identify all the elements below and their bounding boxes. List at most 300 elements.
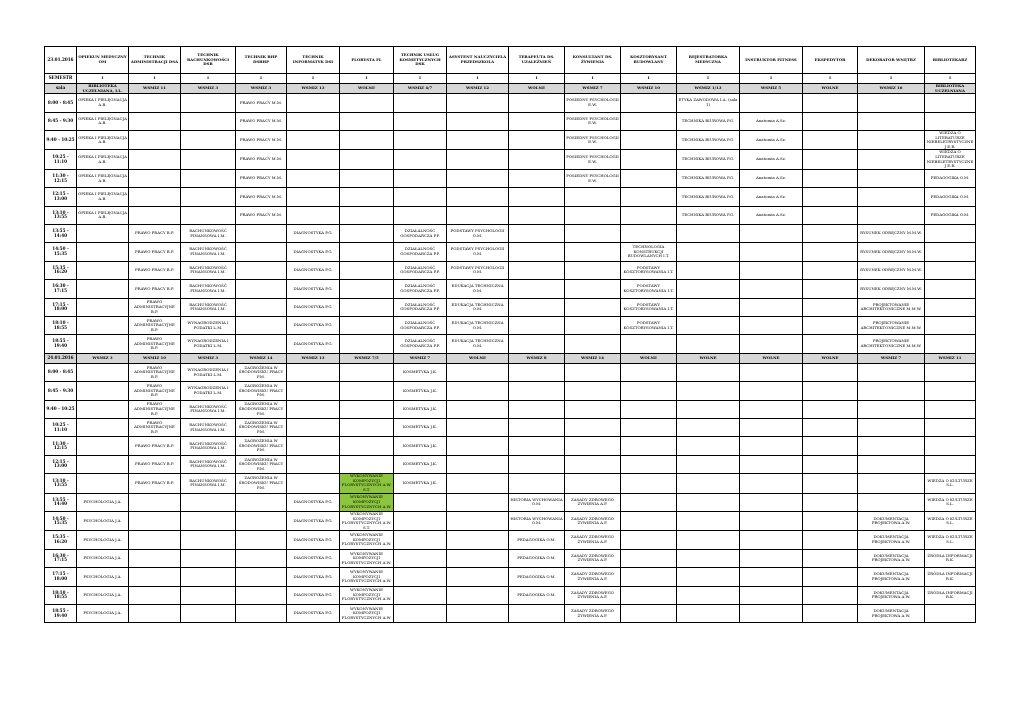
schedule-cell xyxy=(509,150,565,169)
schedule-cell: EDUKACJA TECHNICZNA O.M. xyxy=(447,316,509,334)
schedule-cell xyxy=(129,493,181,511)
schedule-cell: WSMIZ 11 xyxy=(129,84,181,94)
schedule-cell xyxy=(77,437,129,455)
schedule-cell: WSMIZ 12 xyxy=(447,84,509,94)
row-label-cell: 11:30 - 12:15 xyxy=(45,169,77,187)
schedule-cell: TECHNIK RACHUNKOWOŚCI DSR xyxy=(181,47,236,74)
schedule-cell: DIAGNOSTYKA P.G. xyxy=(287,511,340,530)
schedule-cell: Anatomia A.Sz. xyxy=(740,131,803,150)
schedule-cell xyxy=(340,437,394,455)
row-label-cell: 15:35 - 16:20 xyxy=(45,531,77,549)
time-slot-row xyxy=(45,335,976,353)
schedule-cell: DIAGNOSTYKA P.G. xyxy=(287,604,340,622)
schedule-cell: TECHNOLOGIA KONSTRUKCJI BUDOWLANYCH I.T. xyxy=(621,243,677,261)
schedule-cell: WIEDZA O KULTURZE S.L. xyxy=(925,531,976,549)
schedule-cell: DIAGNOSTYKA P.G. xyxy=(287,568,340,586)
schedule-cell xyxy=(77,382,129,400)
row-label-cell: 8:45 - 9:30 xyxy=(45,382,77,400)
schedule-cell: I xyxy=(509,74,565,84)
schedule-cell xyxy=(181,604,236,622)
schedule-cell xyxy=(677,243,740,261)
row-label-cell: 17:15 - 18:00 xyxy=(45,568,77,586)
schedule-cell: TECHNIKA BIUROWA P.G. xyxy=(677,188,740,206)
schedule-cell: RACHUNKOWOŚĆ FINANSOWA I.M. xyxy=(181,243,236,261)
schedule-cell xyxy=(925,437,976,455)
schedule-cell xyxy=(925,112,976,130)
schedule-cell xyxy=(394,188,447,206)
schedule-cell xyxy=(740,94,803,112)
row-label-cell: 9:40 - 10:25 xyxy=(45,400,77,418)
schedule-cell xyxy=(77,261,129,279)
schedule-cell: RYSUNEK ODRĘCZNY M.M.W. xyxy=(858,225,925,243)
time-slot-row xyxy=(45,363,976,381)
schedule-cell: PRAWO PRACY B.P. xyxy=(129,243,181,261)
schedule-cell xyxy=(565,474,621,493)
schedule-cell: WYKONYWANIE KOMPOZYCJI FLORYSTYCZNYCH A.W. xyxy=(340,531,394,549)
schedule-cell xyxy=(621,549,677,567)
row-label-cell: 11:30 - 12:15 xyxy=(45,437,77,455)
schedule-cell: BIBLIOTEKARZ xyxy=(925,47,976,74)
schedule-cell xyxy=(621,112,677,130)
schedule-cell: WYKONYWANIE KOMPOZYCJI FLORYSTYCZNYCH A.W. xyxy=(340,549,394,567)
schedule-cell: PEDAGOGIKA O.M. xyxy=(509,568,565,586)
schedule-cell: EDUKACJA TECHNICZNA O.M. xyxy=(447,298,509,316)
schedule-cell: DOKUMENTACJA PROJEKTOWA A.W. xyxy=(858,604,925,622)
schedule-cell xyxy=(621,511,677,530)
schedule-cell xyxy=(621,493,677,511)
schedule-cell: I xyxy=(340,74,394,84)
schedule-cell: PODSTAWY KOSZTORYSOWANIA I.T. xyxy=(621,298,677,316)
schedule-cell: I xyxy=(287,74,340,84)
schedule-cell xyxy=(565,316,621,334)
schedule-cell xyxy=(287,188,340,206)
schedule-sheet xyxy=(44,46,976,623)
schedule-cell: WOLNE xyxy=(340,84,394,94)
schedule-cell xyxy=(394,131,447,150)
schedule-cell: OPIEKA I PIELĘGNACJA A.B. xyxy=(77,188,129,206)
schedule-cell xyxy=(858,382,925,400)
row-label-cell: 24.01.2016 xyxy=(45,353,77,363)
schedule-cell: DZIAŁALNOŚĆ GOSPODARCZA P.P. xyxy=(394,280,447,298)
schedule-cell xyxy=(858,400,925,418)
schedule-cell: RYSUNEK ODRĘCZNY M.M.W. xyxy=(858,261,925,279)
time-slot-row xyxy=(45,493,976,511)
time-slot-row xyxy=(45,531,976,549)
schedule-cell: ZAGROŻENIA W ŚRODOWISKU PRACY P.M. xyxy=(236,363,287,381)
row-label-cell: 23.01.2016 xyxy=(45,47,77,74)
row-label-cell: 17:15 - 18:00 xyxy=(45,298,77,316)
schedule-cell xyxy=(858,419,925,437)
schedule-cell: EDUKACJA TECHNICZNA O.M. xyxy=(447,280,509,298)
schedule-cell: I xyxy=(447,74,509,84)
schedule-cell xyxy=(77,419,129,437)
schedule-cell: INSTRUKTOR FITNESS xyxy=(740,47,803,74)
schedule-cell xyxy=(181,531,236,549)
schedule-cell xyxy=(858,169,925,187)
schedule-cell xyxy=(858,455,925,473)
schedule-cell: I xyxy=(394,74,447,84)
schedule-cell: PEDAGOGIKA O.M. xyxy=(509,531,565,549)
schedule-cell xyxy=(509,131,565,150)
schedule-cell xyxy=(925,335,976,353)
row-label-cell: 12:15 - 13:00 xyxy=(45,455,77,473)
schedule-cell xyxy=(509,400,565,418)
time-slot-row xyxy=(45,474,976,493)
schedule-cell xyxy=(803,568,858,586)
schedule-cell: PODSTAWY PSYCHOLOGII O.M. xyxy=(447,243,509,261)
time-slot-row xyxy=(45,261,976,279)
schedule-cell xyxy=(447,382,509,400)
schedule-cell: RACHUNKOWOŚĆ FINANSOWA I.M. xyxy=(181,261,236,279)
day-header-row xyxy=(45,47,976,74)
schedule-cell xyxy=(803,188,858,206)
schedule-cell: PEDAGOGIKA O.M. xyxy=(509,549,565,567)
schedule-cell xyxy=(740,261,803,279)
time-slot-row xyxy=(45,131,976,150)
schedule-cell xyxy=(287,363,340,381)
schedule-cell: TECHNIKA BIUROWA P.G. xyxy=(677,169,740,187)
schedule-cell xyxy=(621,474,677,493)
schedule-cell xyxy=(621,169,677,187)
schedule-cell: POSIEDNY PSYCHOLOGII E.W. xyxy=(565,112,621,130)
schedule-cell xyxy=(129,150,181,169)
schedule-cell xyxy=(287,382,340,400)
schedule-cell: DZIAŁALNOŚĆ GOSPODARCZA P.P. xyxy=(394,261,447,279)
schedule-cell xyxy=(77,298,129,316)
schedule-cell xyxy=(740,549,803,567)
schedule-cell xyxy=(340,335,394,353)
schedule-cell: I xyxy=(858,74,925,84)
schedule-cell: DZIAŁALNOŚĆ GOSPODARCZA P.P. xyxy=(394,243,447,261)
schedule-cell: WYKONYWANIE KOMPOZYCJI FLORYSTYCZNYCH A.W. xyxy=(340,604,394,622)
schedule-cell xyxy=(740,400,803,418)
schedule-cell: RACHUNKOWOŚĆ FINANSOWA I.M. xyxy=(181,280,236,298)
row-label-cell: 8:45 - 9:30 xyxy=(45,112,77,130)
row-label-cell: 14:50 - 15:35 xyxy=(45,243,77,261)
schedule-cell: WYKONYWANIE KOMPOZYCJI FLORYSTYCZNYCH A.W. xyxy=(340,493,394,511)
schedule-cell: EDUKACJA TECHNICZNA O.M. xyxy=(447,335,509,353)
schedule-cell: WSMIZ 14 xyxy=(236,353,287,363)
time-slot-row xyxy=(45,298,976,316)
schedule-cell xyxy=(340,298,394,316)
schedule-cell: PRAWO PRACY M.M. xyxy=(236,206,287,224)
schedule-cell: RACHUNKOWOŚĆ FINANSOWA I.M. xyxy=(181,455,236,473)
schedule-cell: ŹRÓDŁA INFORMACJI R.K. xyxy=(925,549,976,567)
row-label-cell: 18:10 - 18:55 xyxy=(45,586,77,604)
schedule-cell xyxy=(621,206,677,224)
schedule-cell xyxy=(509,455,565,473)
schedule-cell: PODSTAWY KOSZTORYSOWANIA I.T. xyxy=(621,261,677,279)
schedule-cell: DIAGNOSTYKA P.G. xyxy=(287,493,340,511)
schedule-cell xyxy=(509,335,565,353)
schedule-cell xyxy=(77,400,129,418)
schedule-cell xyxy=(803,316,858,334)
schedule-cell xyxy=(509,474,565,493)
schedule-cell xyxy=(287,94,340,112)
schedule-cell xyxy=(621,94,677,112)
row-label-cell: 8:00 - 8:45 xyxy=(45,94,77,112)
schedule-cell xyxy=(287,474,340,493)
schedule-cell: Anatomia A.Sz. xyxy=(740,112,803,130)
schedule-cell: Anatomia A.Sz. xyxy=(740,150,803,169)
schedule-cell xyxy=(236,243,287,261)
schedule-cell xyxy=(925,298,976,316)
schedule-cell xyxy=(740,604,803,622)
schedule-cell: OPIEKUN MEDYCZNY OM xyxy=(77,47,129,74)
row-label-cell: 15:35 - 16:20 xyxy=(45,261,77,279)
schedule-cell xyxy=(925,316,976,334)
schedule-cell xyxy=(509,363,565,381)
schedule-cell: PRAWO ADMINISTRACYJNE B.P. xyxy=(129,382,181,400)
schedule-cell xyxy=(394,150,447,169)
schedule-cell xyxy=(129,604,181,622)
schedule-cell xyxy=(394,94,447,112)
schedule-cell xyxy=(803,112,858,130)
schedule-cell: PRAWO PRACY M.M. xyxy=(236,94,287,112)
schedule-cell xyxy=(394,169,447,187)
schedule-cell xyxy=(340,455,394,473)
schedule-cell xyxy=(565,225,621,243)
schedule-cell: PROJEKTOWANIE ARCHITEKTONICZNE M.M.W. xyxy=(858,298,925,316)
schedule-cell xyxy=(621,150,677,169)
schedule-cell xyxy=(129,188,181,206)
schedule-cell xyxy=(129,169,181,187)
schedule-cell xyxy=(181,568,236,586)
schedule-cell xyxy=(858,493,925,511)
schedule-cell: ASYSTENT NAUCZYCIELA PRZEDSZKOLA xyxy=(447,47,509,74)
schedule-cell xyxy=(803,474,858,493)
schedule-cell xyxy=(740,298,803,316)
schedule-cell: WOLNE xyxy=(740,353,803,363)
schedule-cell: WYKONYWANIE KOMPOZYCJI FLORYSTYCZNYCH A.W. S.T. xyxy=(340,511,394,530)
schedule-cell xyxy=(77,455,129,473)
schedule-cell xyxy=(677,316,740,334)
schedule-cell xyxy=(340,150,394,169)
schedule-cell xyxy=(803,437,858,455)
schedule-cell: WSMIZ 7 xyxy=(565,84,621,94)
schedule-cell: PRAWO ADMINISTRACYJNE B.P. xyxy=(129,298,181,316)
schedule-cell xyxy=(677,335,740,353)
schedule-cell xyxy=(509,188,565,206)
schedule-cell: ZASADY ZDROWEGO ŻYWIENIA A.F. xyxy=(565,586,621,604)
schedule-cell xyxy=(509,243,565,261)
schedule-cell xyxy=(621,188,677,206)
schedule-cell: DIAGNOSTYKA P.G. xyxy=(287,549,340,567)
schedule-cell xyxy=(803,261,858,279)
schedule-cell xyxy=(740,225,803,243)
schedule-cell xyxy=(740,437,803,455)
schedule-cell xyxy=(236,568,287,586)
schedule-cell xyxy=(740,531,803,549)
schedule-cell: PEDAGOGIKA O.M. xyxy=(925,169,976,187)
schedule-cell xyxy=(181,188,236,206)
schedule-cell: WSMIZ 3 xyxy=(77,353,129,363)
schedule-cell: RACHUNKOWOŚĆ FINANSOWA I.M. xyxy=(181,225,236,243)
schedule-cell xyxy=(565,298,621,316)
row-label-cell: 13:10 - 13:55 xyxy=(45,474,77,493)
schedule-cell: TECHNIKA BIUROWA P.G. xyxy=(677,112,740,130)
schedule-cell xyxy=(677,568,740,586)
time-slot-row xyxy=(45,280,976,298)
schedule-cell xyxy=(677,549,740,567)
schedule-cell: PRAWO PRACY M.M. xyxy=(236,112,287,130)
schedule-cell: TECHNIKA BIUROWA P.G. xyxy=(677,150,740,169)
schedule-cell xyxy=(181,206,236,224)
schedule-cell xyxy=(565,400,621,418)
schedule-cell xyxy=(565,261,621,279)
schedule-cell xyxy=(565,455,621,473)
schedule-cell: WSMIZ 5 xyxy=(740,84,803,94)
schedule-cell xyxy=(740,363,803,381)
schedule-cell xyxy=(677,280,740,298)
schedule-cell xyxy=(565,437,621,455)
schedule-cell: I xyxy=(565,74,621,84)
schedule-cell xyxy=(394,604,447,622)
schedule-cell xyxy=(181,112,236,130)
schedule-cell xyxy=(509,280,565,298)
schedule-cell xyxy=(677,225,740,243)
schedule-cell xyxy=(803,493,858,511)
time-slot-row xyxy=(45,455,976,473)
schedule-cell: PODSTAWY KOSZTORYSOWANIA I.T. xyxy=(621,280,677,298)
schedule-cell xyxy=(447,419,509,437)
schedule-cell: WYNAGRODZENIA I PODATKI L.M. xyxy=(181,382,236,400)
schedule-cell xyxy=(509,94,565,112)
schedule-cell xyxy=(740,335,803,353)
time-slot-row xyxy=(45,400,976,418)
schedule-cell: DZIAŁALNOŚĆ GOSPODARCZA P.P. xyxy=(394,335,447,353)
schedule-cell xyxy=(803,206,858,224)
schedule-cell xyxy=(509,225,565,243)
schedule-cell: DIAGNOSTYKA P.G. xyxy=(287,280,340,298)
schedule-cell: DIAGNOSTYKA P.G. xyxy=(287,225,340,243)
schedule-cell: ZASADY ZDROWEGO ŻYWIENIA A.F. xyxy=(565,604,621,622)
schedule-cell xyxy=(677,474,740,493)
row-label-cell: 16:30 - 17:15 xyxy=(45,549,77,567)
schedule-cell: DOKUMENTACJA PROJEKTOWA A.W. xyxy=(858,549,925,567)
schedule-cell xyxy=(803,150,858,169)
schedule-cell: ZAGROŻENIA W ŚRODOWISKU PRACY P.M. xyxy=(236,474,287,493)
schedule-cell xyxy=(677,400,740,418)
schedule-cell: BIBLIOTEKA UCZELNIANA, I.L. xyxy=(77,84,129,94)
schedule-cell: PSYCHOLOGIA J.A. xyxy=(77,586,129,604)
schedule-cell xyxy=(803,419,858,437)
schedule-cell xyxy=(858,363,925,381)
schedule-cell: ZASADY ZDROWEGO ŻYWIENIA A.F. xyxy=(565,511,621,530)
schedule-cell xyxy=(447,549,509,567)
schedule-cell xyxy=(740,493,803,511)
schedule-cell: PODSTAWY KOSZTORYSOWANIA I.T. xyxy=(621,316,677,334)
schedule-cell xyxy=(621,382,677,400)
schedule-cell: Anatomia A.Sz. xyxy=(740,188,803,206)
schedule-cell xyxy=(447,112,509,130)
schedule-cell: DZIAŁALNOŚĆ GOSPODARCZA P.P. xyxy=(394,316,447,334)
schedule-cell xyxy=(677,493,740,511)
schedule-cell xyxy=(447,568,509,586)
row-label-cell: 8:00 - 8:45 xyxy=(45,363,77,381)
schedule-cell xyxy=(394,549,447,567)
schedule-cell xyxy=(925,261,976,279)
schedule-cell: WIEDZA O KULTURZE S.L. xyxy=(925,511,976,530)
schedule-cell: DOKUMENTACJA PROJEKTOWA A.W. xyxy=(858,531,925,549)
day-header-row xyxy=(45,353,976,363)
schedule-cell xyxy=(740,243,803,261)
schedule-cell xyxy=(447,511,509,530)
schedule-cell: TECHNIK USŁUG KOSMETYCZNYCH DSK xyxy=(394,47,447,74)
schedule-cell: RACHUNKOWOŚĆ FINANSOWA I.M. xyxy=(181,419,236,437)
schedule-cell xyxy=(509,437,565,455)
schedule-cell xyxy=(340,400,394,418)
schedule-cell: WSMIZ 8 xyxy=(509,353,565,363)
schedule-cell: OPIEKA I PIELĘGNACJA A.B. xyxy=(77,131,129,150)
schedule-cell: RYSUNEK ODRĘCZNY M.M.W. xyxy=(858,243,925,261)
schedule-cell xyxy=(287,169,340,187)
schedule-cell: PRAWO PRACY M.M. xyxy=(236,131,287,150)
schedule-cell: POSIEDNY PSYCHOLOGII E.W. xyxy=(565,94,621,112)
schedule-cell: HISTORIA WYCHOWANIA O.M. xyxy=(509,493,565,511)
row-label-cell: 18:10 - 18:55 xyxy=(45,316,77,334)
schedule-cell xyxy=(181,94,236,112)
row-label-cell: 9:40 - 10:25 xyxy=(45,131,77,150)
schedule-cell: I xyxy=(925,74,976,84)
schedule-cell: WOLNE xyxy=(677,353,740,363)
schedule-cell: WSMIZ 16 xyxy=(858,84,925,94)
schedule-cell: OPIEKA I PIELĘGNACJA A.B. xyxy=(77,94,129,112)
schedule-cell: WYNAGRODZENIA I PODATKI L.M. xyxy=(181,316,236,334)
schedule-cell xyxy=(677,419,740,437)
schedule-cell xyxy=(340,261,394,279)
schedule-cell xyxy=(509,419,565,437)
schedule-cell: WIEDZA O KULTURZE S.L. xyxy=(925,474,976,493)
schedule-cell xyxy=(236,549,287,567)
schedule-cell xyxy=(858,206,925,224)
schedule-cell xyxy=(621,335,677,353)
schedule-cell xyxy=(447,188,509,206)
schedule-cell xyxy=(129,586,181,604)
schedule-cell xyxy=(677,604,740,622)
schedule-cell xyxy=(621,225,677,243)
time-slot-row xyxy=(45,150,976,169)
schedule-cell xyxy=(287,206,340,224)
schedule-cell xyxy=(236,280,287,298)
schedule-cell xyxy=(803,131,858,150)
schedule-cell xyxy=(129,531,181,549)
schedule-cell: DIAGNOSTYKA P.G. xyxy=(287,586,340,604)
schedule-cell: PRAWO PRACY B.P. xyxy=(129,474,181,493)
schedule-cell xyxy=(803,382,858,400)
schedule-cell xyxy=(236,225,287,243)
time-slot-row xyxy=(45,94,976,112)
schedule-cell xyxy=(509,604,565,622)
schedule-cell xyxy=(394,112,447,130)
schedule-cell: KOSMETYKA J.K. xyxy=(394,363,447,381)
row-label-cell: 13:10 - 13:55 xyxy=(45,206,77,224)
schedule-cell xyxy=(858,131,925,150)
time-slot-row xyxy=(45,586,976,604)
schedule-cell: WSMIZ 13 xyxy=(287,353,340,363)
schedule-cell xyxy=(858,437,925,455)
schedule-cell: RYSUNEK ODRĘCZNY M.M.W. xyxy=(858,280,925,298)
time-slot-row xyxy=(45,568,976,586)
schedule-cell: Anatomia A.Sz. xyxy=(740,169,803,187)
schedule-cell xyxy=(925,382,976,400)
schedule-cell: TECHNIK INFORMATYK DSI xyxy=(287,47,340,74)
row-label-cell: SEMESTR xyxy=(45,74,77,84)
row-label-cell: 14:50 - 15:35 xyxy=(45,511,77,530)
schedule-cell: WSMIZ 3 xyxy=(236,84,287,94)
schedule-cell: POSIEDNY PSYCHOLOGII E.W. xyxy=(565,150,621,169)
schedule-cell xyxy=(236,335,287,353)
